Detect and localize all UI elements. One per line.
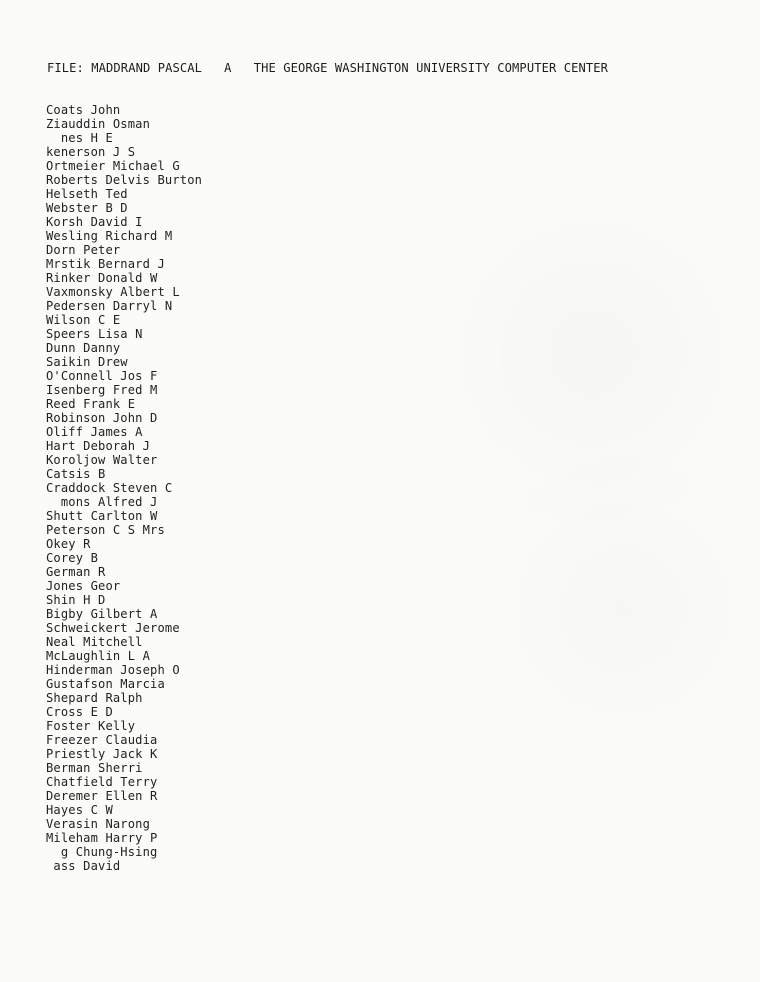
name-entry: Koroljow Walter: [46, 453, 158, 467]
name-entry: Gustafson Marcia: [46, 677, 165, 691]
name-entry: Ortmeier Michael G: [46, 159, 180, 173]
name-entry: Hinderman Joseph O: [46, 663, 180, 677]
name-entry: Peterson C S Mrs: [46, 523, 165, 537]
name-entry: Deremer Ellen R: [46, 789, 158, 803]
name-entry: Oliff James A: [46, 425, 143, 439]
name-entry: kenerson J S: [46, 145, 136, 159]
name-entry: Roberts Delvis Burton: [46, 173, 203, 187]
name-entry: Foster Kelly: [46, 719, 136, 733]
name-entry: Robinson John D: [46, 411, 158, 425]
name-entry: McLaughlin L A: [46, 649, 151, 663]
name-entry: ass David: [46, 859, 121, 873]
name-entry: Verasin Narong: [46, 817, 151, 831]
name-entry: mons Alfred J: [46, 495, 158, 509]
name-entry: German R: [46, 565, 106, 579]
name-entry: Coats John: [46, 103, 121, 117]
name-entry: Wesling Richard M: [46, 229, 173, 243]
institution-name: THE GEORGE WASHINGTON UNIVERSITY COMPUTER CENTER: [253, 61, 609, 75]
name-entry: Mileham Harry P: [46, 831, 158, 845]
name-entry: Cross E D: [46, 705, 113, 719]
name-entry: Priestly Jack K: [46, 747, 158, 761]
name-entry: Corey B: [46, 551, 99, 565]
name-entry: Speers Lisa N: [46, 327, 143, 341]
name-entry: Wilson C E: [46, 313, 121, 327]
name-entry: g Chung-Hsing: [46, 845, 158, 859]
name-entry: Freezer Claudia: [46, 733, 158, 747]
name-entry: Dunn Danny: [46, 341, 121, 355]
name-entry: Catsis B: [46, 467, 106, 481]
name-entry: Saikin Drew: [46, 355, 128, 369]
name-entry: Helseth Ted: [46, 187, 128, 201]
name-entry: Okey R: [46, 537, 91, 551]
name-entry: Berman Sherri: [46, 761, 143, 775]
name-list: [46, 103, 202, 873]
name-entry: Webster B D: [46, 201, 128, 215]
name-entry: Bigby Gilbert A: [46, 607, 158, 621]
file-type: A: [224, 61, 232, 75]
name-entry: nes H E: [46, 131, 113, 145]
name-entry: Hart Deborah J: [46, 439, 151, 453]
name-entry: Schweickert Jerome: [46, 621, 180, 635]
name-entry: Vaxmonsky Albert L: [46, 285, 180, 299]
name-entry: Ziauddin Osman: [46, 117, 151, 131]
name-entry: Shin H D: [46, 593, 106, 607]
name-entry: Dorn Peter: [46, 243, 121, 257]
name-entry: Mrstik Bernard J: [46, 257, 165, 271]
name-entry: Rinker Donald W: [46, 271, 158, 285]
file-label: FILE: MADDRAND PASCAL: [47, 61, 203, 75]
name-entry: Reed Frank E: [46, 397, 136, 411]
name-entry: Craddock Steven C: [46, 481, 173, 495]
page-header: [47, 61, 608, 75]
name-entry: Korsh David I: [46, 215, 143, 229]
name-entry: Jones Geor: [46, 579, 121, 593]
name-entry: Shepard Ralph: [46, 691, 143, 705]
name-entry: O'Connell Jos F: [46, 369, 158, 383]
name-entry: Isenberg Fred M: [46, 383, 158, 397]
name-entry: Chatfield Terry: [46, 775, 158, 789]
name-entry: Neal Mitchell: [46, 635, 143, 649]
name-entry: Pedersen Darryl N: [46, 299, 173, 313]
name-entry: Hayes C W: [46, 803, 113, 817]
name-entry: Shutt Carlton W: [46, 509, 158, 523]
